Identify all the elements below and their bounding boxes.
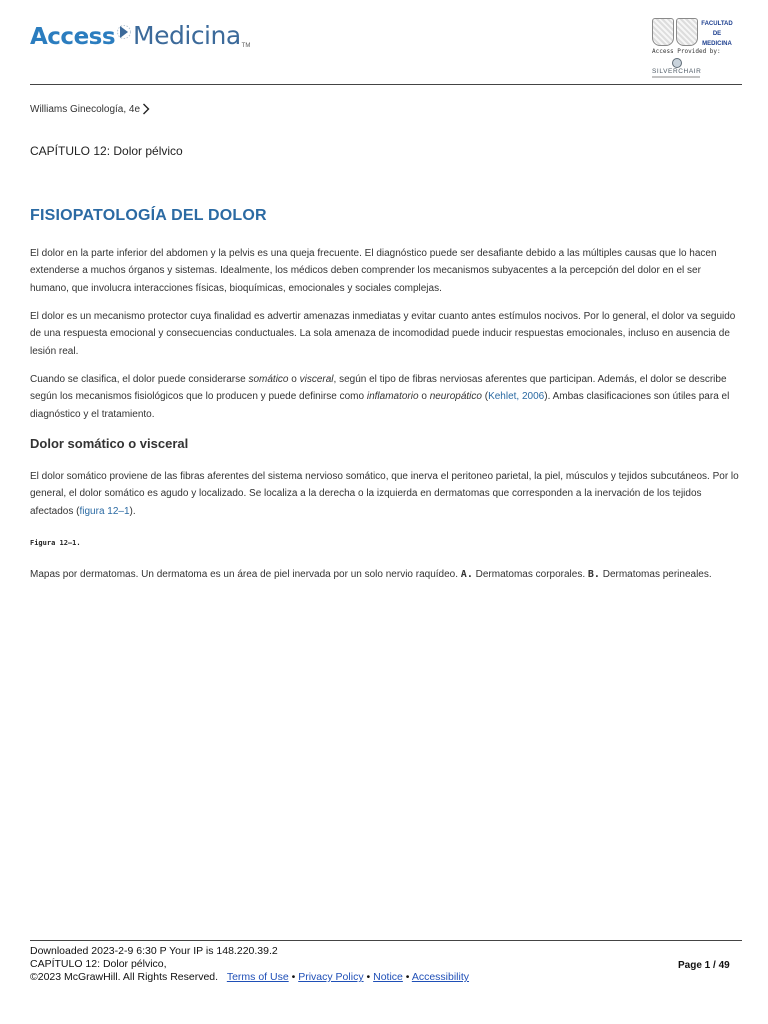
separator-bullet: •: [405, 971, 410, 983]
subsection-title: Dolor somático o visceral: [30, 436, 189, 451]
faculty-label: FACULTAD DE MEDICINA: [701, 21, 733, 47]
figure-label: Figura 12–1.: [30, 539, 81, 547]
chapter-title: CAPÍTULO 12: Dolor pélvico: [30, 144, 183, 158]
silverchair-logo: SILVERCHAIR: [652, 68, 702, 75]
silverchair-underline: [652, 76, 700, 78]
reference-link-kehlet[interactable]: Kehlet, 2006: [488, 391, 545, 403]
paragraph: El dolor en la parte inferior del abdomen y la pelvis es una queja frecuente. El diagnóstico puede ser desafiante debido a las múltiples causas que lo hacen extenderse a muchos órganos y sistemas. Idealmente, los médicos deben comprender los mecanismos subyacentes a la percepción del dolor en el ser humano, que involucra interacciones físicas, bioquímicas, emocionales y sociales complejas.: [30, 248, 717, 294]
separator-bullet: •: [291, 971, 296, 983]
logo-medicina-text: Medicina: [133, 21, 241, 50]
page-header: [0, 0, 768, 85]
copyright: ©2023 McGrawHill. All Rights Reserved.: [30, 971, 219, 983]
footer-divider: [30, 940, 742, 941]
separator-bullet: •: [366, 971, 371, 983]
breadcrumb-book-title[interactable]: Williams Ginecología, 4e: [30, 103, 141, 115]
section-title: FISIOPATOLOGÍA DEL DOLOR: [30, 207, 267, 224]
logo-arrow-icon: [117, 23, 131, 46]
caption-marker-b: B.: [587, 569, 600, 580]
institution-provider: [650, 16, 740, 82]
term-visceral: visceral: [299, 374, 334, 385]
footer-legal: [30, 971, 469, 984]
chevron-right-icon: [142, 103, 150, 115]
crest-icon: [676, 18, 698, 46]
accessmedicina-logo[interactable]: [30, 14, 250, 50]
notice-link[interactable]: Notice: [373, 971, 403, 983]
header-divider: [30, 84, 742, 85]
page-footer: [30, 945, 469, 984]
figure-link[interactable]: figura 12–1: [79, 505, 130, 517]
accessibility-link[interactable]: Accessibility: [411, 971, 470, 983]
paragraph: Cuando se clasifica, el dolor puede considerarse somático o visceral, según el tipo de fibras nerviosas aferentes que participan. Además, el dolor se describe según los mecanismos fisiológicos que lo producen y puede definirse como inflamatorio o neuropático (Kehlet, 2006). Ambas clasificaciones son útiles para el diagnóstico y el tratamiento.: [30, 374, 730, 420]
paragraph: El dolor somático proviene de las fibras aferentes del sistema nervioso somático, que inerva el peritoneo parietal, la piel, músculos y tejidos subcutáneos. Por lo general, el dolor somático es agudo y localizado. Se localiza a la derecha o la izquierda en dermatomas que corresponden a la inervación de los tejidos afectados (figura 12–1).: [30, 471, 739, 517]
page-number: Page 1 / 49: [678, 960, 730, 971]
footer-chapter: CAPÍTULO 12: Dolor pélvico,: [30, 958, 167, 970]
logo-trademark: TM: [241, 43, 251, 49]
breadcrumb[interactable]: [30, 103, 150, 115]
crest-icon: [652, 18, 674, 46]
terms-of-use-link[interactable]: Terms of Use: [226, 971, 289, 983]
paragraph: El dolor es un mecanismo protector cuya finalidad es advertir amenazas inmediatas y evitar cuanto antes estímulos nocivos. Por lo general, el dolor va seguido de una respuesta emocional y consecuencias conductuales. La sola amenaza de incomodidad puede inducir respuestas emocionales, incluso en ausencia de lesión real.: [30, 311, 736, 357]
download-info: Downloaded 2023-2-9 6:30 P Your IP is 148.220.39.2: [30, 945, 278, 957]
logo-access-text: Access: [30, 24, 116, 50]
provided-by-label: Access Provided by:: [652, 48, 721, 55]
term-somatico: somático: [248, 374, 289, 385]
term-neuropatico: neuropático: [429, 391, 482, 403]
silverchair-icon: [672, 58, 682, 68]
term-inflamatorio: inflamatorio: [366, 391, 419, 403]
privacy-policy-link[interactable]: Privacy Policy: [298, 971, 364, 983]
caption-marker-a: A.: [460, 569, 473, 580]
figure-caption: Mapas por dermatomas. Un dermatoma es un área de piel inervada por un solo nervio raquídeo. A. Dermatomas corporales. B. Dermatomas perineales.: [30, 569, 712, 580]
